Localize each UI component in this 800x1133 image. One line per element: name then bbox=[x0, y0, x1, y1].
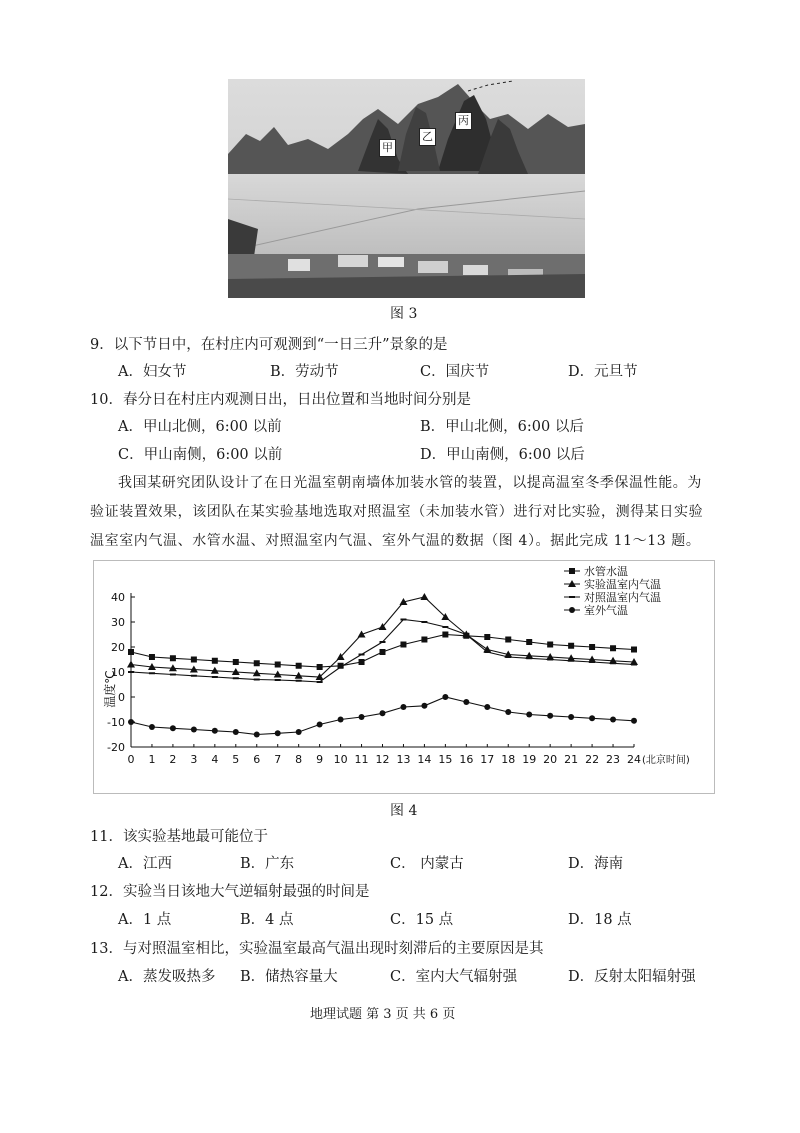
chart-ylabel: 温度℃ bbox=[103, 670, 117, 708]
q13-option-d: D．反射太阳辐射强 bbox=[568, 969, 696, 985]
series-3-point bbox=[610, 717, 616, 723]
q11-option-b: B．广东 bbox=[240, 856, 295, 872]
series-3-point bbox=[275, 730, 281, 736]
y-tick-label: -20 bbox=[107, 741, 125, 754]
figure4-caption: 图 4 bbox=[390, 803, 418, 819]
q9-stem: 9．以下节日中，在村庄内可观测到“一日三升”景象的是 bbox=[90, 337, 448, 353]
series-1-point bbox=[127, 661, 135, 668]
x-tick-label: 23 bbox=[606, 753, 621, 766]
x-tick-label: 6 bbox=[253, 753, 261, 766]
q10-option-c: C．甲山南侧，6:00 以前 bbox=[118, 447, 283, 463]
x-tick-label: 9 bbox=[316, 753, 324, 766]
series-0-point bbox=[631, 647, 637, 653]
y-tick-label: 20 bbox=[111, 641, 125, 654]
legend-label: 室外气温 bbox=[584, 604, 628, 617]
series-3-point bbox=[359, 714, 365, 720]
series-3-point bbox=[505, 709, 511, 715]
series-3-point bbox=[317, 722, 323, 728]
x-tick-label: 10 bbox=[333, 753, 348, 766]
series-0-point bbox=[191, 657, 197, 663]
series-1-point bbox=[420, 593, 428, 600]
x-tick-label: 22 bbox=[585, 753, 600, 766]
x-tick-label: 24 bbox=[627, 753, 641, 766]
q9-option-c: C．国庆节 bbox=[420, 364, 490, 380]
series-3-point bbox=[128, 719, 134, 725]
series-0-point bbox=[296, 663, 302, 669]
q9-option-b: B．劳动节 bbox=[270, 364, 339, 380]
series-3-point bbox=[296, 729, 302, 735]
intro-line-1: 我国某研究团队设计了在日光温室朝南墙体加装水管的装置，以提高温室冬季保温性能。为 bbox=[118, 475, 702, 491]
q13-option-b: B．储热容量大 bbox=[240, 969, 338, 985]
temperature-line-chart bbox=[94, 561, 714, 793]
series-3-point bbox=[568, 714, 574, 720]
legend-label: 水管水温 bbox=[584, 565, 628, 578]
x-tick-label: 21 bbox=[564, 753, 579, 766]
q13-option-c: C．室内大气辐射强 bbox=[390, 969, 518, 985]
q11-stem: 11．该实验基地最可能位于 bbox=[90, 829, 268, 845]
x-tick-label: 5 bbox=[232, 753, 240, 766]
x-tick-label: 18 bbox=[501, 753, 516, 766]
series-0-point bbox=[442, 632, 448, 638]
series-3-point bbox=[233, 729, 239, 735]
q13-option-a: A．蒸发吸热多 bbox=[118, 969, 216, 985]
series-3-point bbox=[526, 712, 532, 718]
series-3-point bbox=[463, 699, 469, 705]
series-3-point bbox=[170, 725, 176, 731]
x-tick-label: 16 bbox=[459, 753, 474, 766]
page-footer: 地理试题 第 3 页 共 6 页 bbox=[310, 1007, 456, 1022]
legend-marker bbox=[569, 568, 575, 574]
q12-stem: 12．实验当日该地大气逆辐射最强的时间是 bbox=[90, 884, 370, 900]
legend-label: 实验温室内气温 bbox=[584, 578, 661, 591]
q10-option-d: D．甲山南侧，6:00 以后 bbox=[420, 447, 585, 463]
series-3-point bbox=[589, 715, 595, 721]
q12-option-d: D．18 点 bbox=[568, 912, 632, 928]
x-tick-label: 7 bbox=[274, 753, 282, 766]
series-0-point bbox=[317, 664, 323, 670]
x-tick-label: 8 bbox=[295, 753, 303, 766]
series-0-point bbox=[421, 637, 427, 643]
series-0-point bbox=[359, 659, 365, 665]
y-tick-label: 0 bbox=[118, 691, 125, 704]
y-tick-label: 30 bbox=[111, 616, 125, 629]
series-3-point bbox=[149, 724, 155, 730]
q10-stem: 10．春分日在村庄内观测日出，日出位置和当地时间分别是 bbox=[90, 392, 471, 408]
series-0-point bbox=[149, 654, 155, 660]
x-tick-label: 2 bbox=[169, 753, 177, 766]
x-tick-label: 0 bbox=[127, 753, 135, 766]
label-bing: 丙 bbox=[455, 112, 472, 130]
q11-option-d: D．海南 bbox=[568, 856, 624, 872]
series-0-point bbox=[212, 658, 218, 664]
series-3-point bbox=[484, 704, 490, 710]
label-jia: 甲 bbox=[379, 139, 396, 157]
series-0-point bbox=[547, 642, 553, 648]
intro-line-2: 验证装置效果，该团队在某实验基地选取对照温室（未加装水管）进行对比实验，测得某日实验 bbox=[90, 504, 704, 520]
x-tick-label: 11 bbox=[354, 753, 369, 766]
series-0-point bbox=[484, 634, 490, 640]
q12-option-b: B．4 点 bbox=[240, 912, 294, 928]
series-0-point bbox=[589, 644, 595, 650]
q9-option-d: D．元旦节 bbox=[568, 364, 638, 380]
series-3-point bbox=[212, 728, 218, 734]
series-0-point bbox=[380, 649, 386, 655]
series-line-1 bbox=[131, 597, 634, 677]
x-tick-label: 19 bbox=[522, 753, 537, 766]
series-3-point bbox=[400, 704, 406, 710]
series-0-point bbox=[275, 662, 281, 668]
x-tick-label: 12 bbox=[375, 753, 390, 766]
x-tick-label: 15 bbox=[438, 753, 453, 766]
x-tick-label: 1 bbox=[148, 753, 156, 766]
x-tick-label: 3 bbox=[190, 753, 198, 766]
figure3-caption: 图 3 bbox=[390, 306, 418, 322]
y-tick-label: 10 bbox=[111, 666, 125, 679]
legend-label: 对照温室内气温 bbox=[584, 591, 661, 604]
series-0-point bbox=[170, 655, 176, 661]
series-3-point bbox=[254, 732, 260, 738]
q11-option-a: A．江西 bbox=[118, 856, 172, 872]
y-tick-label: -10 bbox=[107, 716, 125, 729]
series-3-point bbox=[380, 710, 386, 716]
x-tick-label: 14 bbox=[417, 753, 432, 766]
chart-xlabel: (北京时间) bbox=[642, 755, 690, 766]
q11-option-c: C． 内蒙古 bbox=[390, 856, 464, 872]
series-0-point bbox=[233, 659, 239, 665]
q10-option-b: B．甲山北侧，6:00 以后 bbox=[420, 419, 584, 435]
q13-stem: 13．与对照温室相比，实验温室最高气温出现时刻滞后的主要原因是其 bbox=[90, 941, 544, 957]
series-0-point bbox=[400, 642, 406, 648]
intro-line-3: 温室室内气温、水管水温、对照温室内气温、室外气温的数据（图 4）。据此完成 11～13 题。 bbox=[90, 533, 701, 549]
q12-option-a: A．1 点 bbox=[118, 912, 172, 928]
series-0-point bbox=[128, 649, 134, 655]
series-3-point bbox=[421, 703, 427, 709]
series-3-point bbox=[631, 718, 637, 724]
q10-option-a: A．甲山北侧，6:00 以前 bbox=[118, 419, 282, 435]
legend-marker bbox=[569, 607, 575, 613]
series-3-point bbox=[442, 694, 448, 700]
series-0-point bbox=[568, 643, 574, 649]
x-tick-label: 13 bbox=[396, 753, 411, 766]
series-0-point bbox=[505, 637, 511, 643]
series-0-point bbox=[254, 660, 260, 666]
series-3-point bbox=[191, 727, 197, 733]
y-tick-label: 40 bbox=[111, 591, 125, 604]
karst-landscape-image bbox=[228, 79, 585, 298]
figure4-chart bbox=[93, 560, 715, 794]
label-yi: 乙 bbox=[419, 128, 436, 146]
x-tick-label: 4 bbox=[211, 753, 219, 766]
series-0-point bbox=[610, 645, 616, 651]
series-3-point bbox=[338, 717, 344, 723]
figure3-photo bbox=[228, 79, 585, 298]
series-3-point bbox=[547, 713, 553, 719]
x-tick-label: 20 bbox=[543, 753, 558, 766]
series-0-point bbox=[526, 639, 532, 645]
x-tick-label: 17 bbox=[480, 753, 495, 766]
q9-option-a: A．妇女节 bbox=[118, 364, 187, 380]
q12-option-c: C．15 点 bbox=[390, 912, 454, 928]
